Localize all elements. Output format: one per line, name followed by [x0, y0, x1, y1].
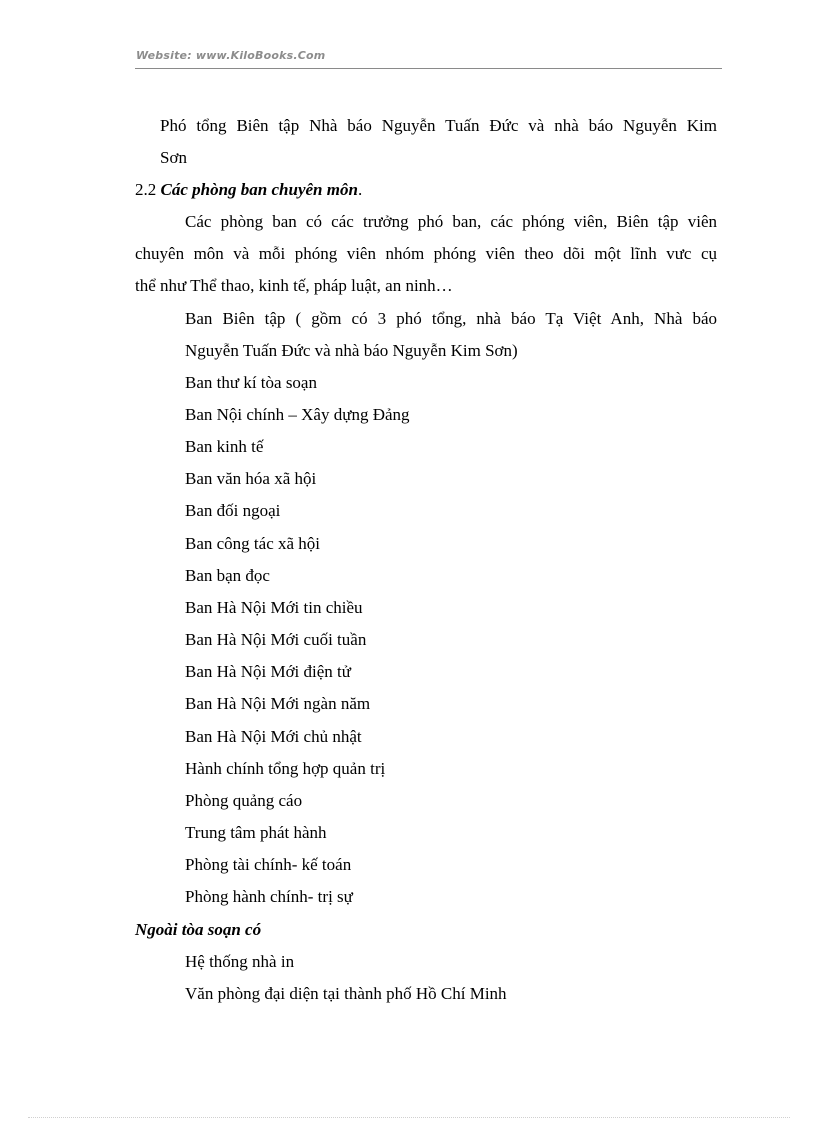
department-item: Ban Hà Nội Mới cuối tuần [185, 630, 367, 649]
outside-item: Hệ thống nhà in [185, 952, 295, 971]
department-item: Phòng tài chính- kế toán [185, 855, 352, 874]
section-title-period: . [357, 180, 363, 199]
website-header-text: Website: www.KiloBooks.Com [136, 49, 326, 62]
department-item: Ban bạn đọc [185, 566, 270, 585]
department-item: Ban kinh tế [185, 437, 264, 456]
department-item: Ban Hà Nội Mới điện tử [185, 662, 351, 681]
department-item: Ban thư kí tòa soạn [185, 373, 317, 392]
intro-line-2: Sơn [160, 148, 187, 167]
department-item: Phòng hành chính- trị sự [185, 887, 353, 906]
paragraph-line-1: Các phòng ban có các trưởng phó ban, các phóng viên, Biên tập viên [185, 212, 717, 231]
intro-line-1: Phó tổng Biên tập Nhà báo Nguyễn Tuấn Đức và nhà báo Nguyễn Kim [160, 116, 717, 135]
footer-divider [28, 1117, 790, 1118]
paragraph-line-2: chuyên môn và mỗi phóng viên nhóm phóng viên theo dõi một lĩnh vưc cụ [135, 244, 717, 263]
section-title: Các phòng ban chuyên môn [160, 180, 358, 199]
section-number: 2.2 [135, 180, 157, 199]
department-item: Ban đối ngoại [185, 501, 281, 520]
paragraph-line-3: thể như Thể thao, kinh tế, pháp luật, an ninh… [135, 276, 453, 295]
department-item: Hành chính tổng hợp quản trị [185, 759, 386, 778]
page-header [135, 48, 722, 69]
section-heading [135, 179, 362, 201]
department-item: Ban Nội chính – Xây dựng Đảng [185, 405, 410, 424]
department-item: Ban công tác xã hội [185, 534, 321, 553]
department-item: Ban Hà Nội Mới chủ nhật [185, 727, 362, 746]
department-item: Ban Hà Nội Mới tin chiều [185, 598, 363, 617]
editorial-board-line-2: Nguyễn Tuấn Đức và nhà báo Nguyễn Kim Sơn) [185, 341, 518, 360]
department-item: Phòng quảng cáo [185, 791, 303, 810]
outside-heading: Ngoài tòa soạn có [135, 920, 262, 939]
department-item: Ban văn hóa xã hội [185, 469, 317, 488]
editorial-board-line-1: Ban Biên tập ( gồm có 3 phó tổng, nhà báo Tạ Việt Anh, Nhà báo [185, 309, 717, 328]
department-item: Trung tâm phát hành [185, 823, 327, 842]
outside-item: Văn phòng đại diện tại thành phố Hồ Chí Minh [185, 984, 507, 1003]
department-item: Ban Hà Nội Mới ngàn năm [185, 694, 371, 713]
